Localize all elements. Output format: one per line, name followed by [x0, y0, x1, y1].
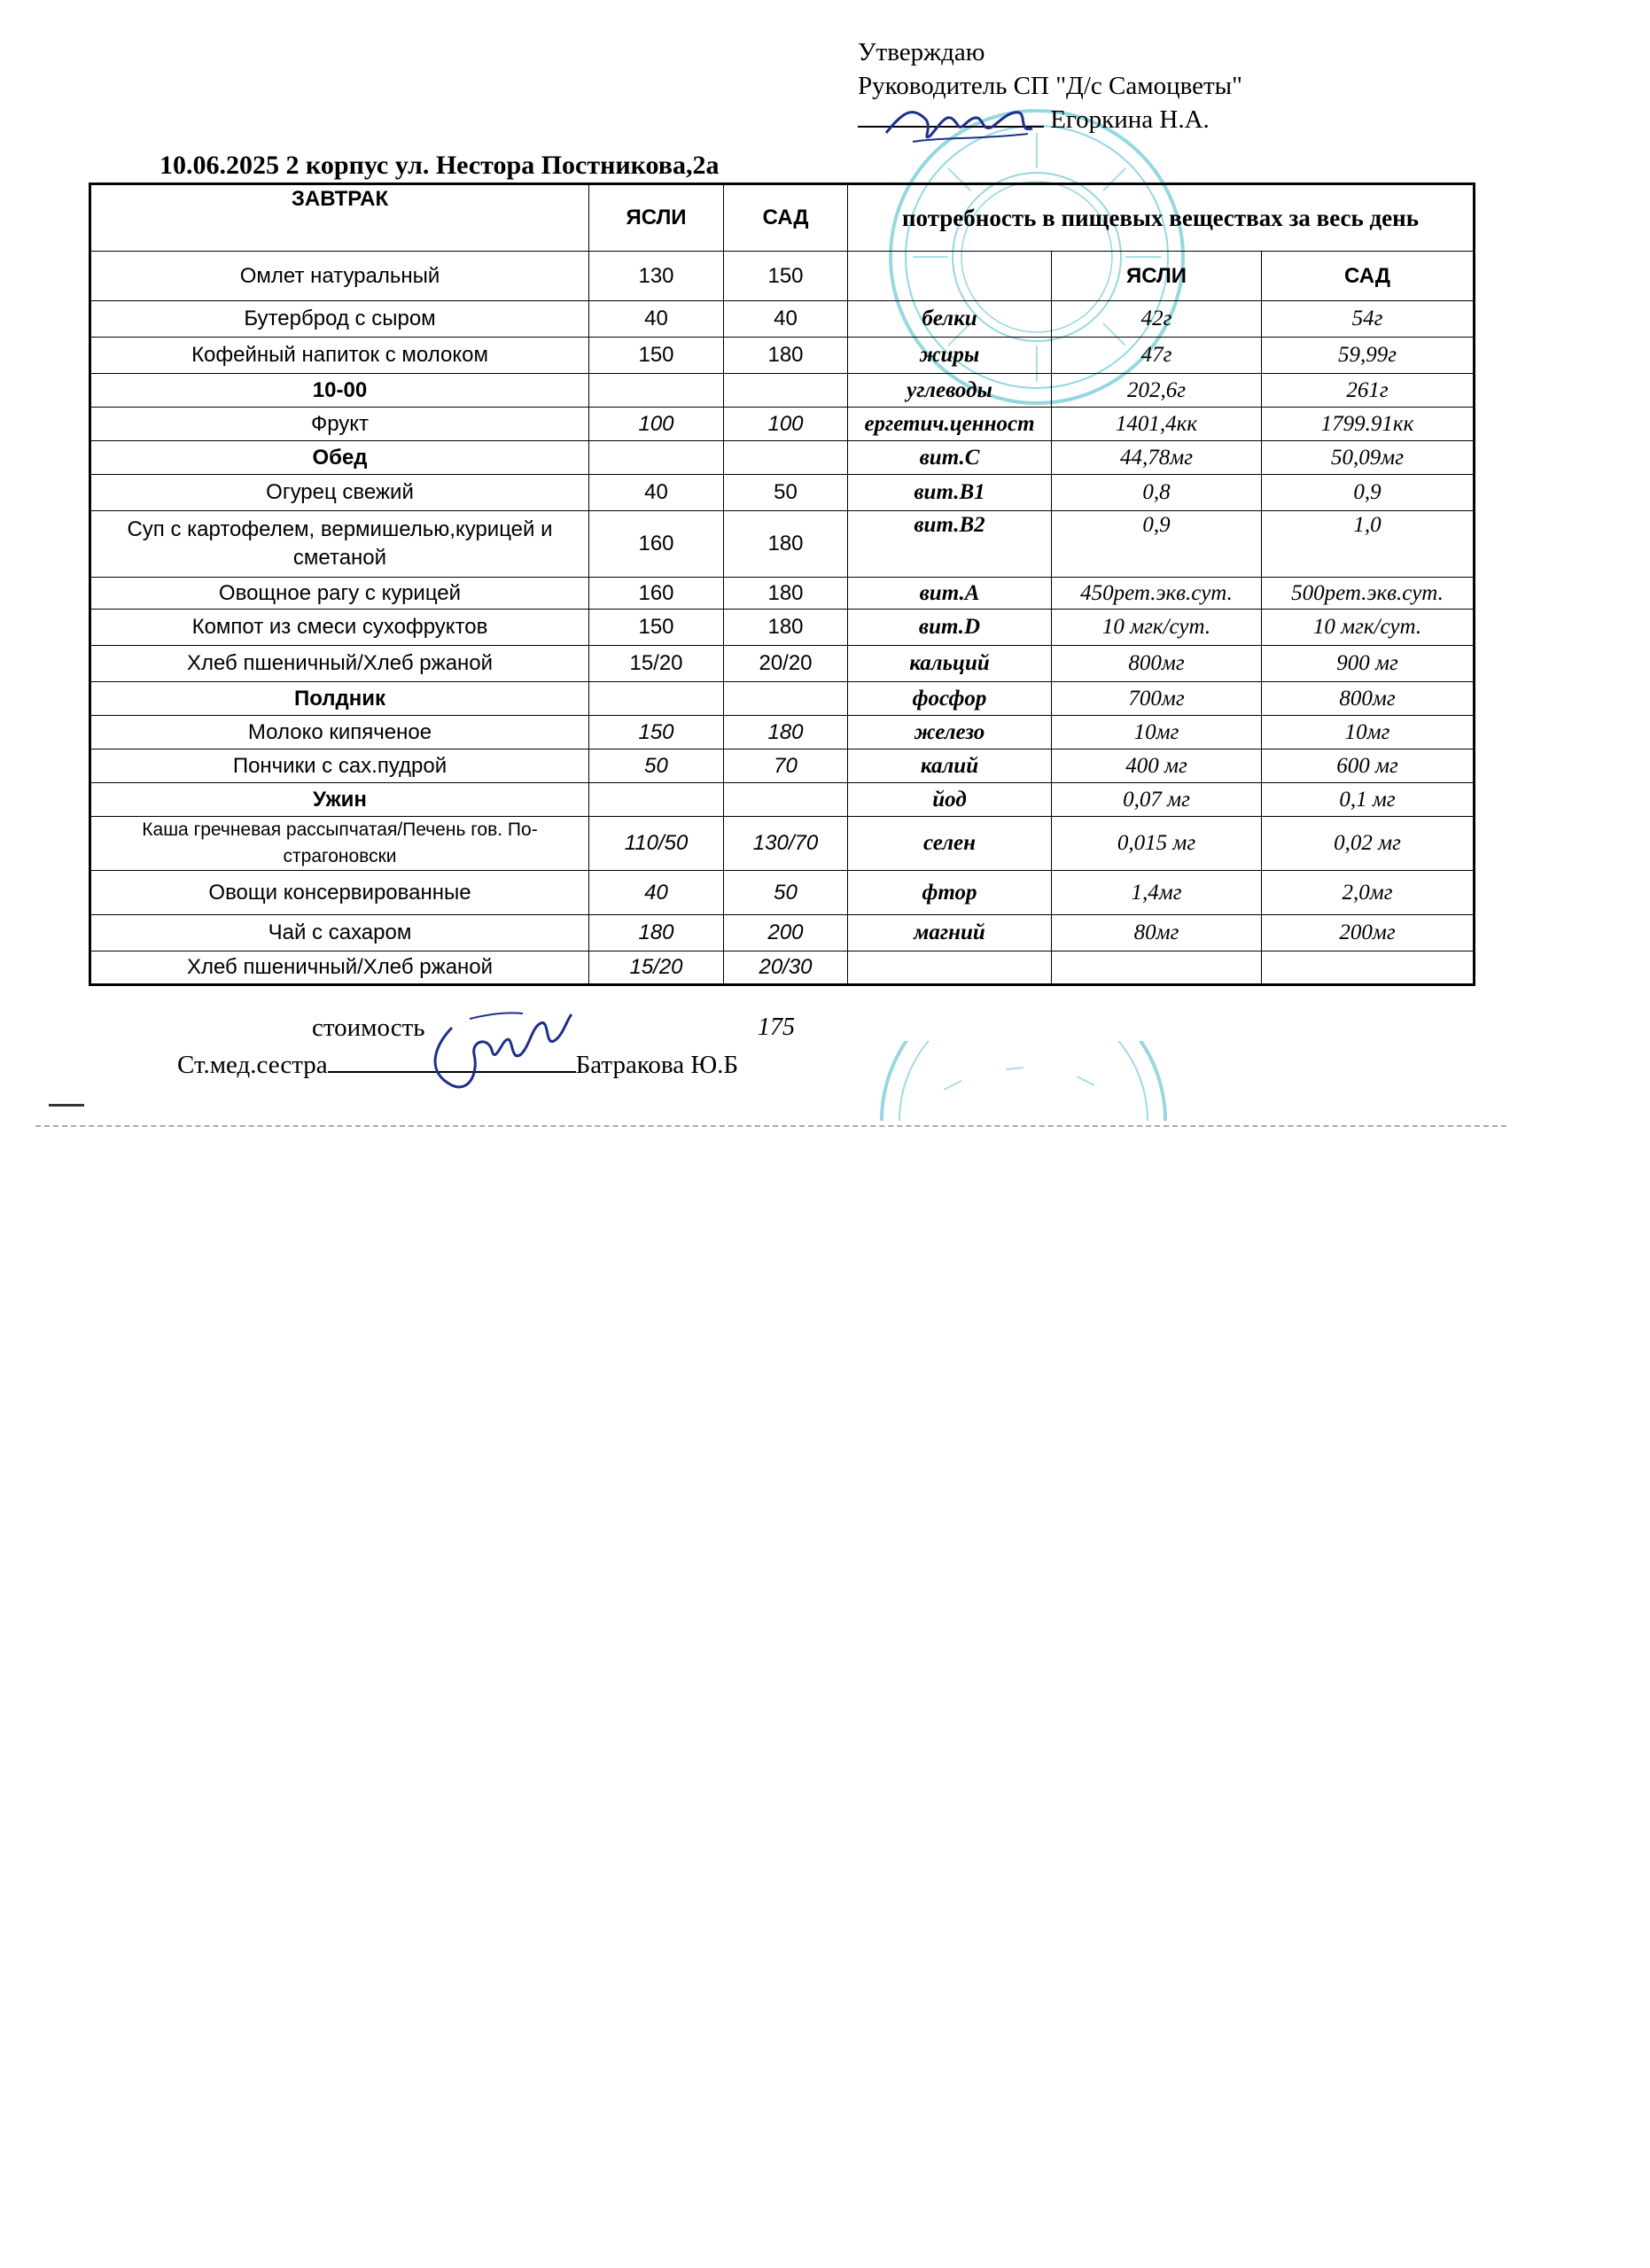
- portion-garden: 180: [724, 716, 848, 750]
- nutrient-garden: 500рет.экв.сут.: [1262, 578, 1475, 610]
- empty-cell: [848, 951, 1052, 985]
- portion-garden: 180: [724, 511, 848, 578]
- table-row: [90, 783, 1475, 817]
- header-needs: потребность в пищевых веществах за весь день: [848, 184, 1475, 252]
- nutrient-name: селен: [848, 817, 1052, 871]
- nutrient-garden: 50,09мг: [1262, 441, 1475, 475]
- table-row: [90, 252, 1475, 301]
- nutrient-nursery: 400 мг: [1052, 750, 1262, 783]
- portion-nursery: 150: [589, 338, 724, 374]
- header-breakfast: ЗАВТРАК: [90, 184, 589, 252]
- nutrient-nursery: 800мг: [1052, 646, 1262, 682]
- document-title: 10.06.2025 2 корпус ул. Нестора Постникова,2а: [160, 151, 720, 180]
- needs-header-nursery: ЯСЛИ: [1052, 252, 1262, 301]
- portion-nursery: 100: [589, 408, 724, 441]
- portion-nursery: 150: [589, 716, 724, 750]
- portion-nursery: [589, 441, 724, 475]
- portion-nursery: [589, 374, 724, 408]
- nutrient-garden: 10 мгк/сут.: [1262, 610, 1475, 646]
- portion-nursery: [589, 682, 724, 716]
- scan-artifact-line: [35, 1125, 1506, 1127]
- portion-garden: 20/20: [724, 646, 848, 682]
- table-row: [90, 817, 1475, 871]
- nutrient-garden: 54г: [1262, 301, 1475, 338]
- table-row: [90, 475, 1475, 511]
- dish-name: Компот из смеси сухофруктов: [90, 610, 589, 646]
- portion-garden: [724, 441, 848, 475]
- dish-name: Полдник: [90, 682, 589, 716]
- nutrient-name: углеводы: [848, 374, 1052, 408]
- portion-garden: 200: [724, 915, 848, 951]
- nutrient-name: вит.В1: [848, 475, 1052, 511]
- nutrient-name: вит.С: [848, 441, 1052, 475]
- dish-name: Овощи консервированные: [90, 871, 589, 915]
- empty-cell: [1052, 951, 1262, 985]
- nutrient-garden: 0,9: [1262, 475, 1475, 511]
- portion-nursery: 130: [589, 252, 724, 301]
- dish-name: Кофейный напиток с молоком: [90, 338, 589, 374]
- dish-name: Чай с сахаром: [90, 915, 589, 951]
- nurse-signature: [416, 1001, 576, 1099]
- nutrient-nursery: 1401,4кк: [1052, 408, 1262, 441]
- nutrient-garden: 900 мг: [1262, 646, 1475, 682]
- nutrient-name: кальций: [848, 646, 1052, 682]
- table-row: [90, 408, 1475, 441]
- cost-label: стоимость: [312, 1014, 425, 1042]
- nutrient-nursery: 0,015 мг: [1052, 817, 1262, 871]
- director-signature: [877, 93, 1055, 164]
- nutrient-garden: 10мг: [1262, 716, 1475, 750]
- dish-name: Каша гречневая рассыпчатая/Печень гов. По-страгоновски: [90, 817, 589, 871]
- scan-artifact-line: [49, 1104, 84, 1107]
- portion-garden: [724, 783, 848, 817]
- approval-name: Егоркина Н.А.: [1050, 105, 1210, 134]
- nutrient-garden: 0,02 мг: [1262, 817, 1475, 871]
- approval-title: Утверждаю: [858, 38, 985, 66]
- nutrient-name: ергетич.ценност: [848, 408, 1052, 441]
- dish-name: Омлет натуральный: [90, 252, 589, 301]
- portion-garden: 180: [724, 610, 848, 646]
- header-nursery: ЯСЛИ: [589, 184, 724, 252]
- portion-garden: 150: [724, 252, 848, 301]
- portion-nursery: 150: [589, 610, 724, 646]
- portion-nursery: 40: [589, 871, 724, 915]
- portion-nursery: 110/50: [589, 817, 724, 871]
- nutrient-name: белки: [848, 301, 1052, 338]
- portion-nursery: 40: [589, 475, 724, 511]
- table-row: [90, 750, 1475, 783]
- table-row: [90, 716, 1475, 750]
- official-stamp-bottom: [873, 1041, 1174, 1121]
- cost-value: 175: [758, 1014, 795, 1041]
- table-row: [90, 951, 1475, 985]
- nutrient-nursery: 0,8: [1052, 475, 1262, 511]
- nutrient-garden: 200мг: [1262, 915, 1475, 951]
- table-row: [90, 915, 1475, 951]
- nutrient-nursery: 0,07 мг: [1052, 783, 1262, 817]
- dish-name: Обед: [90, 441, 589, 475]
- nutrient-name: железо: [848, 716, 1052, 750]
- portion-nursery: 40: [589, 301, 724, 338]
- portion-nursery: 180: [589, 915, 724, 951]
- table-row: [90, 338, 1475, 374]
- nurse-role: Ст.мед.сестра: [177, 1051, 328, 1079]
- portion-nursery: 15/20: [589, 646, 724, 682]
- needs-blank-cell: [848, 252, 1052, 301]
- table-row: [90, 301, 1475, 338]
- nutrient-garden: 2,0мг: [1262, 871, 1475, 915]
- nutrient-name: вит.В2: [848, 511, 1052, 578]
- portion-garden: 180: [724, 338, 848, 374]
- dish-name: Ужин: [90, 783, 589, 817]
- nutrient-garden: 1799.91кк: [1262, 408, 1475, 441]
- nutrient-nursery: 202,6г: [1052, 374, 1262, 408]
- portion-garden: 50: [724, 475, 848, 511]
- portion-garden: 50: [724, 871, 848, 915]
- table-row: [90, 441, 1475, 475]
- table-row: [90, 511, 1475, 578]
- nutrient-name: фосфор: [848, 682, 1052, 716]
- portion-nursery: 160: [589, 578, 724, 610]
- nutrient-nursery: 80мг: [1052, 915, 1262, 951]
- table-row: [90, 610, 1475, 646]
- nutrient-nursery: 0,9: [1052, 511, 1262, 578]
- nutrient-nursery: 450рет.экв.сут.: [1052, 578, 1262, 610]
- portion-nursery: 50: [589, 750, 724, 783]
- dish-name: Хлеб пшеничный/Хлеб ржаной: [90, 951, 589, 985]
- nutrient-nursery: 44,78мг: [1052, 441, 1262, 475]
- nutrient-garden: 0,1 мг: [1262, 783, 1475, 817]
- portion-nursery: 160: [589, 511, 724, 578]
- empty-cell: [1262, 951, 1475, 985]
- dish-name: Хлеб пшеничный/Хлеб ржаной: [90, 646, 589, 682]
- header-garden: САД: [724, 184, 848, 252]
- dish-name: Овощное рагу с курицей: [90, 578, 589, 610]
- nutrient-nursery: 1,4мг: [1052, 871, 1262, 915]
- approval-position: Руководитель СП "Д/с Самоцветы": [858, 72, 1242, 100]
- nutrient-nursery: 42г: [1052, 301, 1262, 338]
- portion-garden: 180: [724, 578, 848, 610]
- portion-garden: 40: [724, 301, 848, 338]
- dish-name: Пончики с сах.пудрой: [90, 750, 589, 783]
- table-row: [90, 646, 1475, 682]
- portion-garden: 100: [724, 408, 848, 441]
- nutrient-name: вит.D: [848, 610, 1052, 646]
- needs-header-garden: САД: [1262, 252, 1475, 301]
- table-row: [90, 682, 1475, 716]
- portion-garden: [724, 682, 848, 716]
- nutrient-garden: 1,0: [1262, 511, 1475, 578]
- nurse-name: Батракова Ю.Б: [575, 1051, 739, 1079]
- nutrient-nursery: 700мг: [1052, 682, 1262, 716]
- nutrient-name: вит.А: [848, 578, 1052, 610]
- nutrient-garden: 800мг: [1262, 682, 1475, 716]
- portion-garden: 20/30: [724, 951, 848, 985]
- dish-name: Бутерброд с сыром: [90, 301, 589, 338]
- nutrient-name: жиры: [848, 338, 1052, 374]
- nutrient-name: калий: [848, 750, 1052, 783]
- nutrient-garden: 261г: [1262, 374, 1475, 408]
- nutrient-nursery: 47г: [1052, 338, 1262, 374]
- nutrient-name: магний: [848, 915, 1052, 951]
- nutrient-name: фтор: [848, 871, 1052, 915]
- nutrient-name: йод: [848, 783, 1052, 817]
- dish-name: Огурец свежий: [90, 475, 589, 511]
- menu-table: [89, 183, 1475, 986]
- dish-name: Фрукт: [90, 408, 589, 441]
- table-row: [90, 578, 1475, 610]
- portion-garden: [724, 374, 848, 408]
- portion-nursery: 15/20: [589, 951, 724, 985]
- nutrient-nursery: 10 мгк/сут.: [1052, 610, 1262, 646]
- dish-name: Суп с картофелем, вермишелью,курицей и сметаной: [90, 511, 589, 578]
- table-row: [90, 374, 1475, 408]
- dish-name: 10-00: [90, 374, 589, 408]
- portion-garden: 70: [724, 750, 848, 783]
- nutrient-garden: 59,99г: [1262, 338, 1475, 374]
- nutrient-garden: 600 мг: [1262, 750, 1475, 783]
- table-header-row: [90, 184, 1475, 252]
- table-row: [90, 871, 1475, 915]
- portion-garden: 130/70: [724, 817, 848, 871]
- dish-name: Молоко кипяченое: [90, 716, 589, 750]
- portion-nursery: [589, 783, 724, 817]
- nutrient-nursery: 10мг: [1052, 716, 1262, 750]
